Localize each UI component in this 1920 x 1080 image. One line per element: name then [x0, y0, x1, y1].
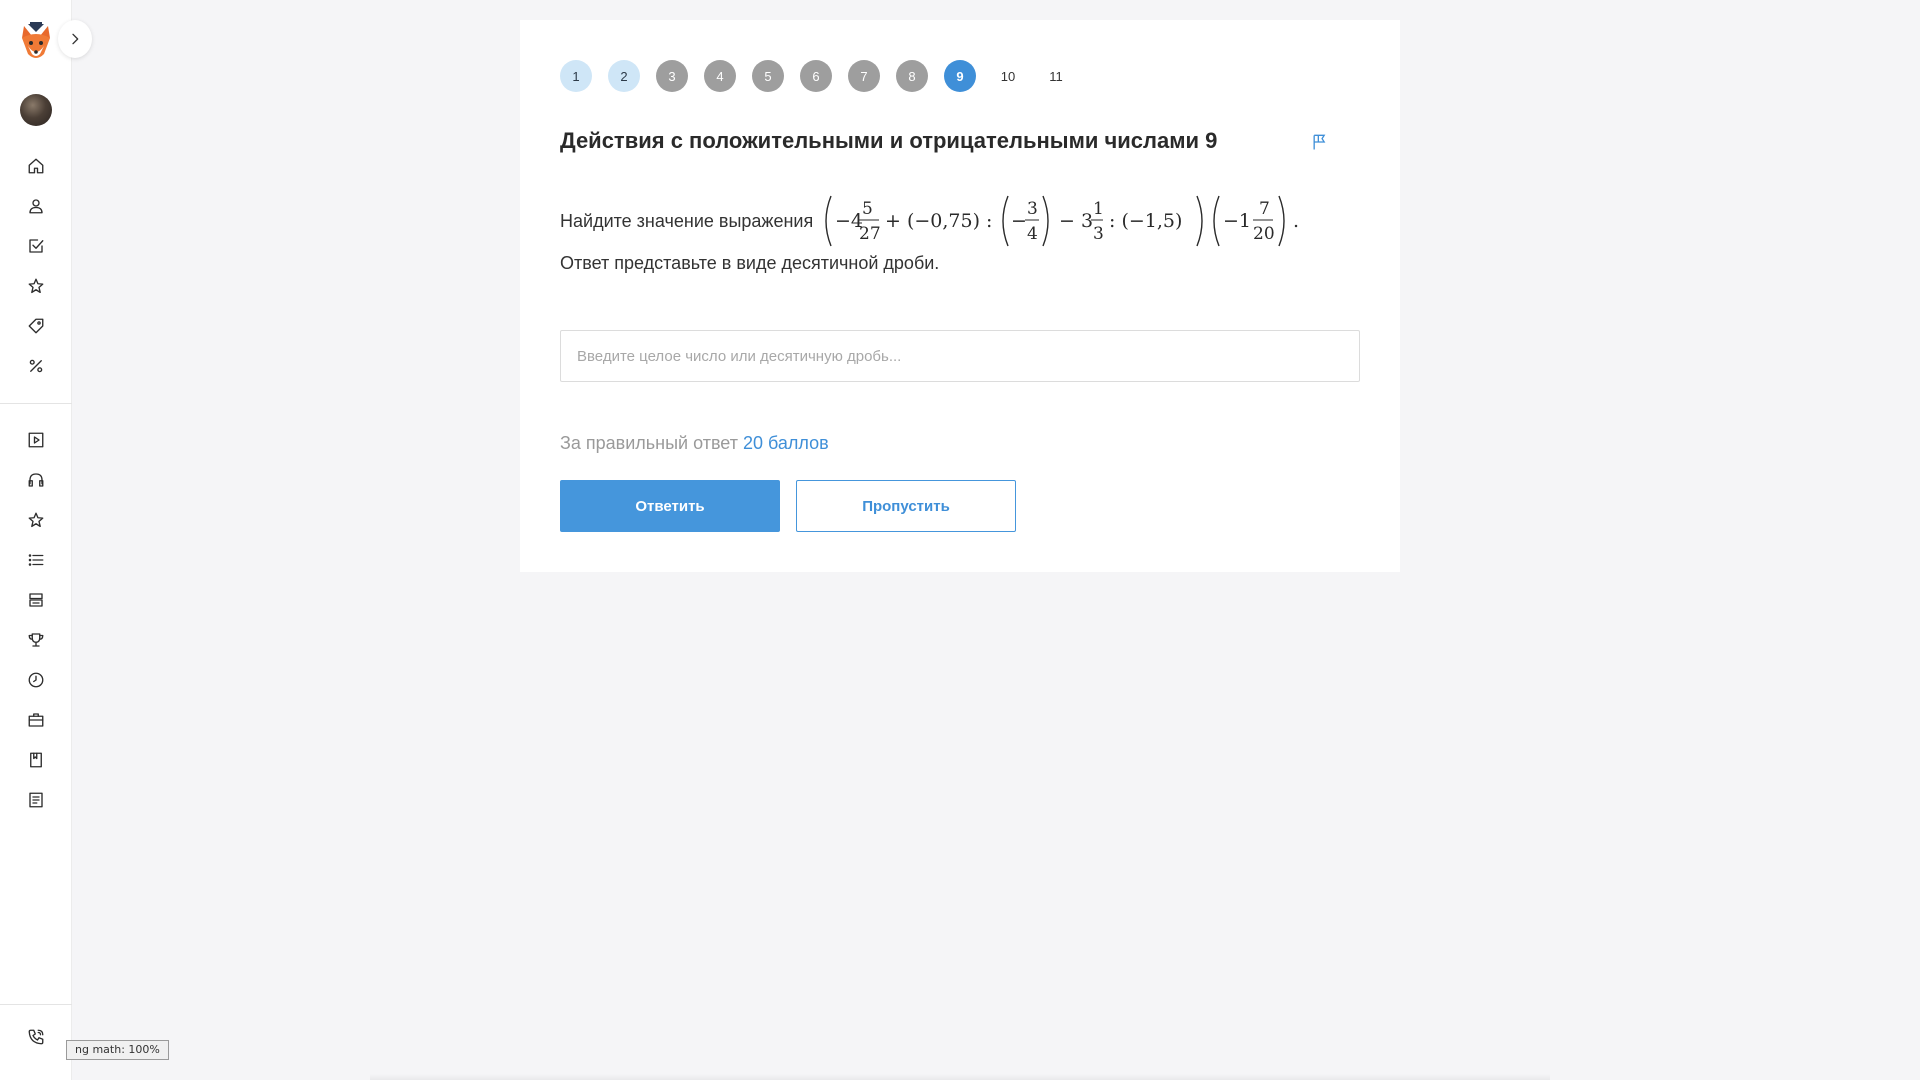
svg-text:+ (−0,75) :: + (−0,75) :: [885, 210, 993, 232]
sidebar-divider-bottom: [0, 1004, 72, 1005]
svg-text:3: 3: [1093, 224, 1105, 244]
math-formula: [821, 192, 1311, 250]
answer-input[interactable]: [560, 330, 1360, 382]
step-6[interactable]: 6: [800, 60, 832, 92]
step-8[interactable]: 8: [896, 60, 928, 92]
svg-text:4: 4: [1027, 224, 1039, 244]
svg-text:−4: −4: [835, 210, 864, 232]
fox-logo[interactable]: [18, 22, 54, 62]
step-5[interactable]: 5: [752, 60, 784, 92]
svg-text:.: .: [1293, 210, 1300, 232]
briefcase-icon[interactable]: [24, 708, 48, 732]
task-stepper: [560, 60, 1072, 92]
question-text: [560, 192, 1380, 282]
play-square-icon[interactable]: [24, 428, 48, 452]
clock-icon[interactable]: [24, 668, 48, 692]
task-card: [520, 20, 1400, 572]
document-icon[interactable]: [24, 788, 48, 812]
status-tooltip: ng math: 100%: [66, 1040, 169, 1060]
svg-text:−1: −1: [1223, 210, 1252, 232]
points-info: [560, 433, 829, 454]
question-prefix: Найдите значение выражения: [560, 211, 814, 231]
step-11[interactable]: 11: [1040, 60, 1072, 92]
bottom-shadow: [370, 1074, 1550, 1080]
star-icon[interactable]: [24, 274, 48, 298]
trophy-icon[interactable]: [24, 628, 48, 652]
svg-text:−: −: [1011, 210, 1028, 232]
user-icon[interactable]: [24, 194, 48, 218]
step-7[interactable]: 7: [848, 60, 880, 92]
question-suffix: Ответ представьте в виде десятичной дроби.: [560, 253, 940, 273]
svg-text:7: 7: [1259, 199, 1271, 219]
step-3[interactable]: 3: [656, 60, 688, 92]
svg-text:27: 27: [859, 224, 881, 244]
svg-text:3: 3: [1027, 199, 1039, 219]
submit-button[interactable]: Ответить: [560, 480, 780, 532]
svg-text:1: 1: [1093, 199, 1105, 219]
sidebar-divider: [0, 403, 72, 404]
list-icon[interactable]: [24, 548, 48, 572]
chevron-right-icon: [67, 31, 83, 47]
star-outline-icon[interactable]: [24, 508, 48, 532]
step-10[interactable]: 10: [992, 60, 1024, 92]
book-icon[interactable]: [24, 748, 48, 772]
headphones-icon[interactable]: [24, 468, 48, 492]
percent-icon[interactable]: [24, 354, 48, 378]
sidebar: [0, 0, 72, 1080]
home-icon[interactable]: [24, 154, 48, 178]
points-value: 20 баллов: [742, 433, 829, 453]
checklist-icon[interactable]: [24, 234, 48, 258]
task-title: Действия с положительными и отрицательными числами 9: [560, 128, 1218, 153]
step-1[interactable]: 1: [560, 60, 592, 92]
svg-text:20: 20: [1253, 224, 1275, 244]
sidebar-expand-button[interactable]: [58, 20, 92, 58]
svg-text:5: 5: [862, 199, 874, 219]
svg-text:: (−1,5): : (−1,5): [1109, 210, 1183, 232]
svg-text:− 3: − 3: [1059, 210, 1094, 232]
points-prefix: За правильный ответ: [560, 433, 738, 453]
step-4[interactable]: 4: [704, 60, 736, 92]
skip-button[interactable]: Пропустить: [796, 480, 1016, 532]
step-9[interactable]: 9: [944, 60, 976, 92]
stack-icon[interactable]: [24, 588, 48, 612]
tag-icon[interactable]: [24, 314, 48, 338]
avatar[interactable]: [20, 94, 52, 126]
phone-icon[interactable]: [24, 1025, 48, 1049]
flag-icon[interactable]: [1310, 132, 1332, 154]
step-2[interactable]: 2: [608, 60, 640, 92]
